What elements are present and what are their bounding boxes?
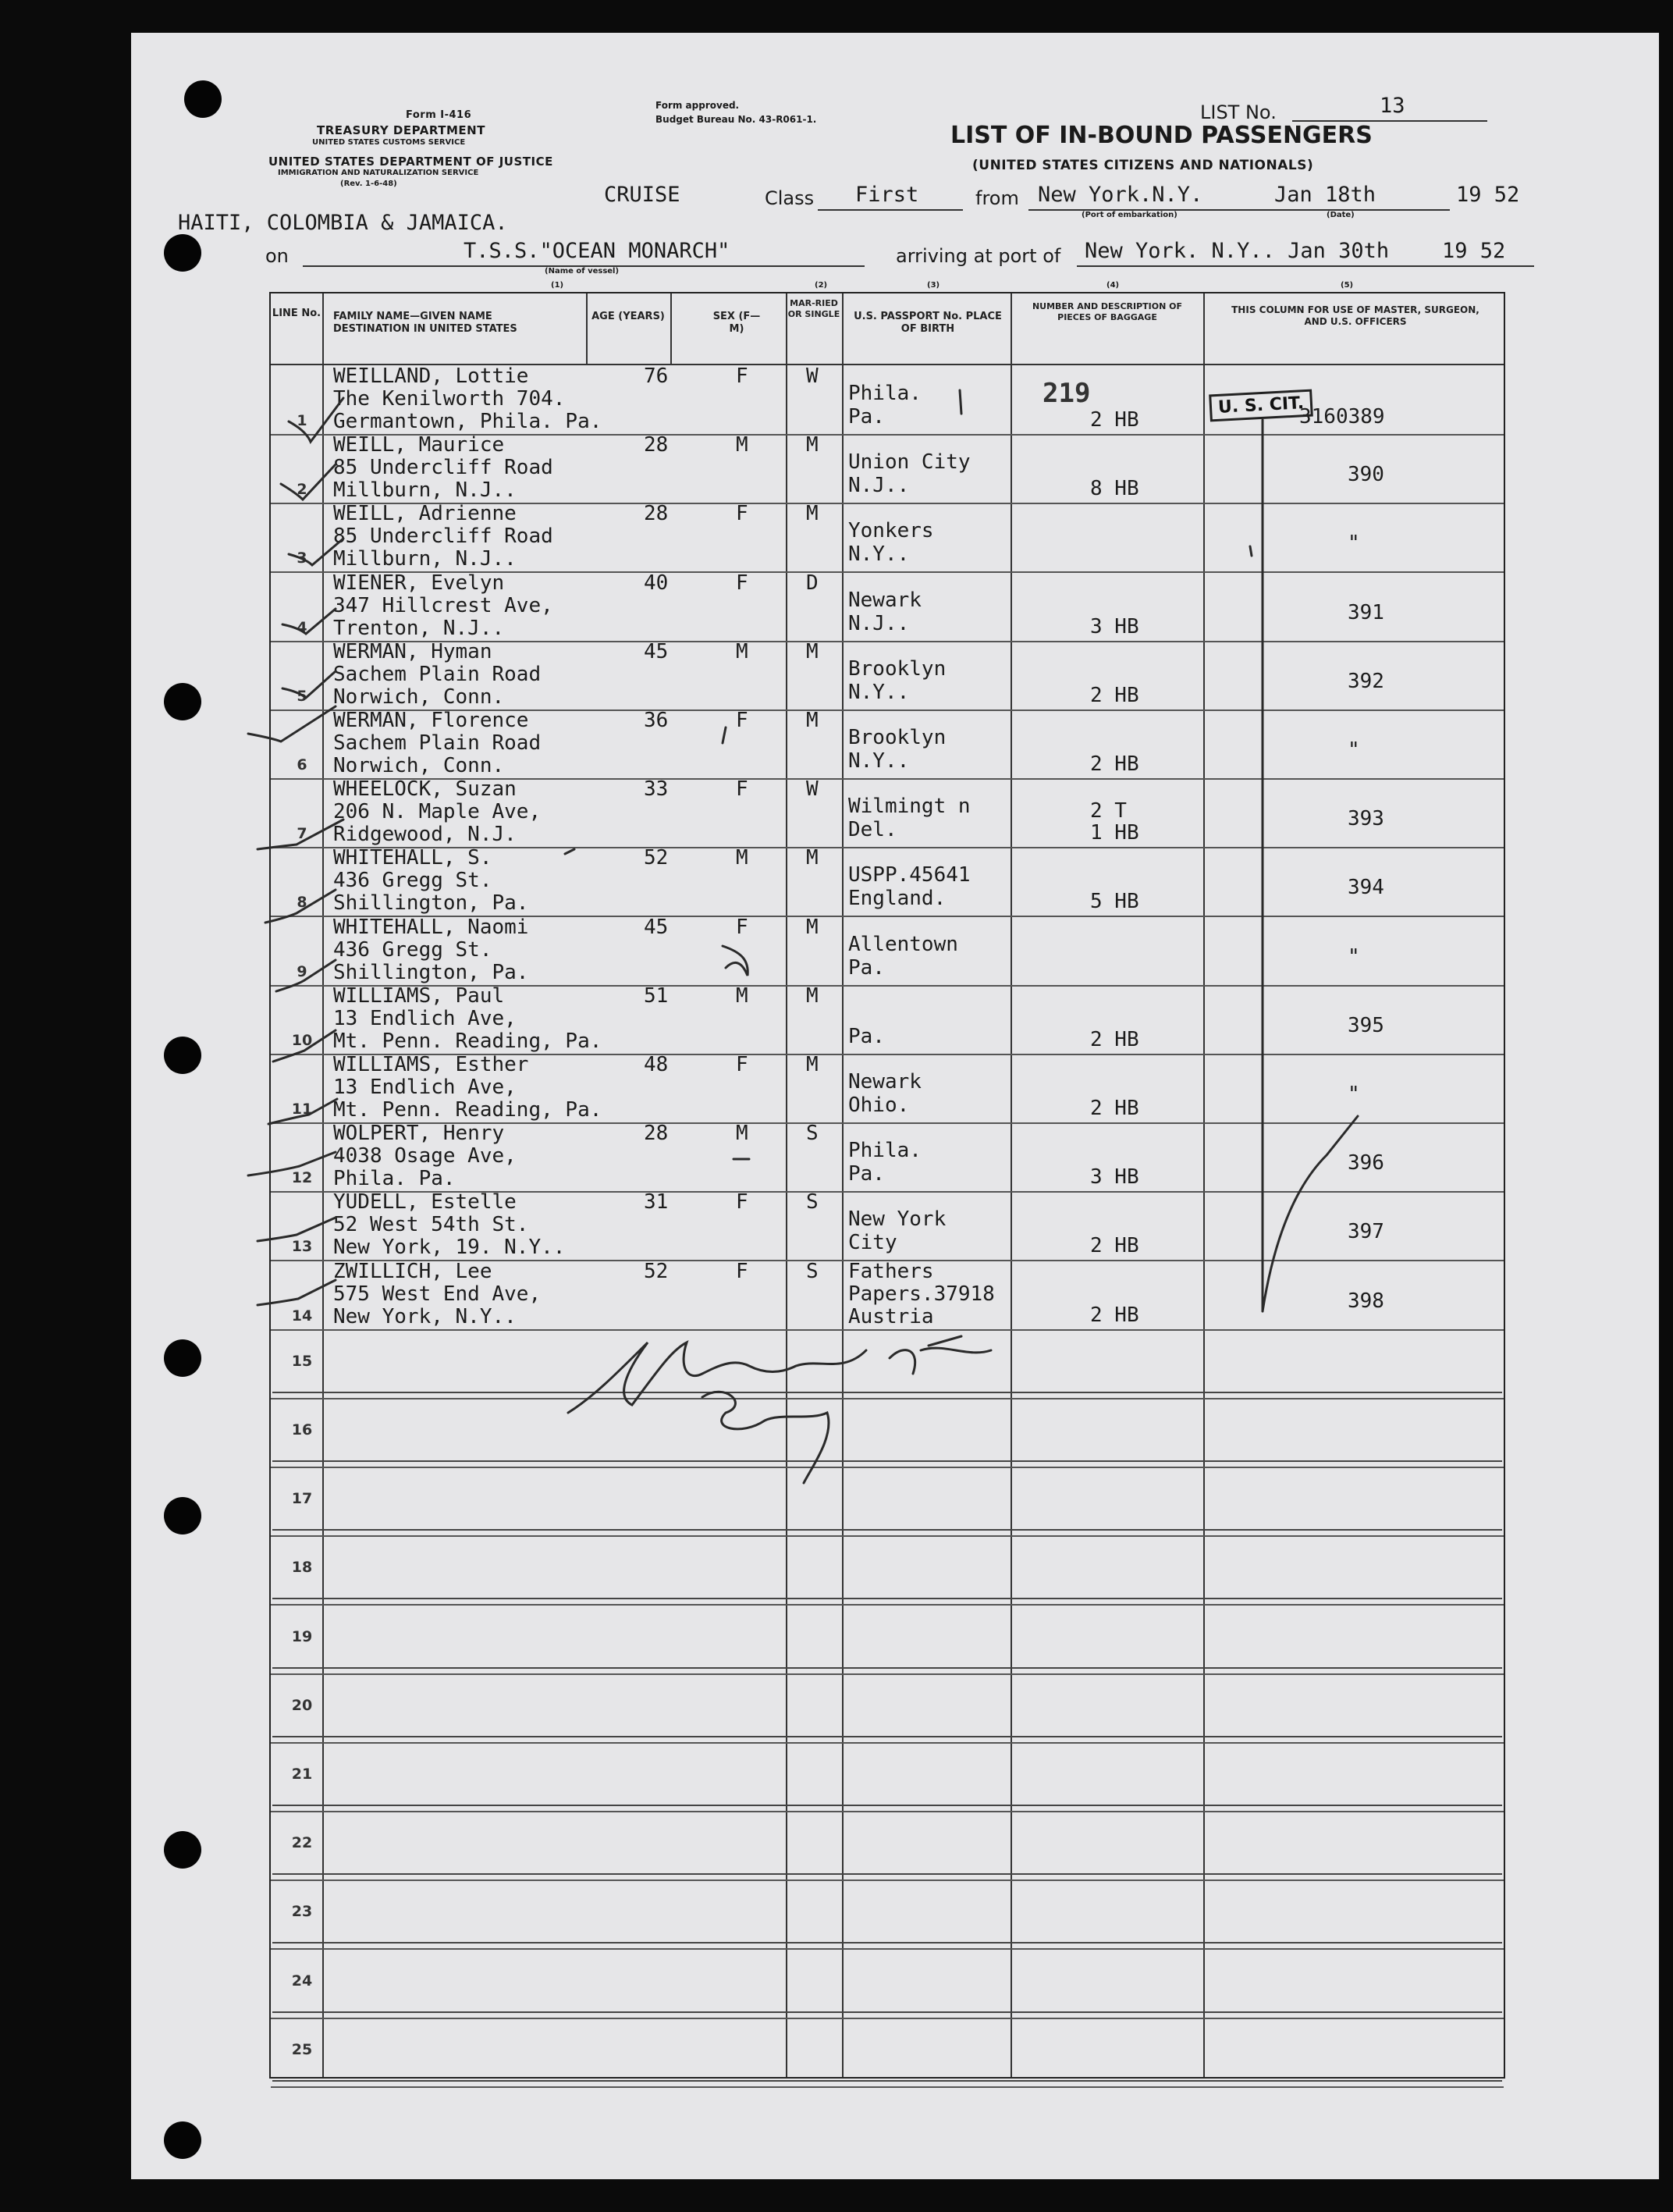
binder-hole [164, 1037, 201, 1074]
col-passport: U.S. PASSPORT No. PLACE OF BIRTH [854, 311, 1002, 335]
line-number: 13 [291, 1238, 313, 1256]
col-married: MAR-RIED OR SINGLE [787, 298, 840, 319]
birth-line-1: Wilmingt n [848, 795, 971, 819]
line-number: 16 [291, 1421, 313, 1439]
baggage-line-1: 2 T [1090, 799, 1127, 823]
cruise-label: CRUISE [604, 183, 680, 207]
line-number: 15 [291, 1352, 313, 1370]
address-line-1: 52 West 54th St. [333, 1213, 529, 1237]
line-number: 2 [297, 481, 307, 499]
baggage-line-2: 2 HB [1090, 408, 1139, 432]
line-number: 14 [291, 1307, 313, 1325]
embark-year: 19 52 [1456, 183, 1520, 207]
sex: M [736, 433, 748, 457]
col-baggage: NUMBER AND DESCRIPTION OF PIECES OF BAGGAGE [1032, 301, 1183, 322]
form-revision: (Rev. 1-6-48) [340, 180, 397, 188]
line-number: 11 [291, 1101, 313, 1118]
birth-line-2: N.Y.. [848, 680, 910, 704]
passenger-name: WEILL, Maurice [333, 433, 505, 457]
birth-line-1: Allentown [848, 932, 958, 956]
marital-status: M [806, 915, 819, 939]
birth-line-2: N.Y.. [848, 542, 910, 567]
passenger-name: WHEELOCK, Suzan [333, 777, 517, 802]
birth-line-2: Pa. [848, 955, 885, 980]
birth-line-1: Newark [848, 1070, 922, 1094]
baggage-line-2: 2 HB [1090, 1303, 1139, 1327]
baggage-line-2: 5 HB [1090, 890, 1139, 914]
baggage-line-2: 3 HB [1090, 614, 1139, 638]
address-line-1: 575 West End Ave, [333, 1282, 542, 1306]
line-number: 22 [291, 1834, 313, 1852]
age: 31 [644, 1190, 669, 1214]
birth-line-1: Brooklyn [848, 726, 947, 749]
us-citizen-stamp: U. S. CIT. [1209, 389, 1313, 422]
birth-line-2: Papers.37918 [848, 1282, 995, 1306]
address-line-2: Shillington, Pa. [333, 960, 529, 984]
sex: F [736, 915, 748, 939]
passenger-name: WHITEHALL, S. [333, 846, 492, 870]
age: 45 [644, 639, 669, 663]
birth-line-1: Newark [848, 588, 922, 612]
address-line-1: 85 Undercliff Road [333, 525, 553, 549]
officer-number: 3160389 [1299, 405, 1385, 429]
marital-status: M [806, 639, 819, 663]
birth-line-1: Phila. [848, 382, 922, 405]
vessel-name: T.S.S."OCEAN MONARCH" [464, 239, 730, 263]
binder-hole [164, 234, 201, 272]
col-line: LINE No. [272, 308, 321, 319]
line-number: 20 [291, 1696, 313, 1714]
col-num-2: (2) [815, 281, 828, 290]
birth-line-1: Fathers [848, 1259, 934, 1283]
sex: F [736, 502, 748, 526]
officer-number: " [1348, 1083, 1360, 1106]
sex: F [736, 571, 748, 595]
line-number: 18 [291, 1559, 313, 1577]
address-line-1: Sachem Plain Road [333, 662, 542, 686]
birth-line-1: Phila. [848, 1139, 922, 1163]
baggage-line-2: 1 HB [1090, 821, 1139, 845]
address-line-2: Millburn, N.J.. [333, 547, 517, 571]
col-officers: THIS COLUMN FOR USE OF MASTER, SURGEON, AND U.S. OFFICERS [1231, 304, 1479, 327]
binder-hole [164, 1497, 201, 1535]
passenger-name: WILLIAMS, Paul [333, 983, 505, 1008]
col-num-3: (3) [927, 281, 940, 290]
age: 52 [644, 1259, 669, 1283]
immigration-service: IMMIGRATION AND NATURALIZATION SERVICE [278, 169, 479, 177]
birth-line-2: Pa. [848, 405, 885, 429]
arrival-port-date: New York. N.Y.. Jan 30th [1085, 239, 1390, 263]
sex: M [736, 1122, 748, 1146]
age: 76 [644, 365, 669, 388]
line-number: 3 [297, 549, 307, 567]
age: 51 [644, 983, 669, 1008]
passenger-name: WIENER, Evelyn [333, 571, 505, 595]
line-number: 24 [291, 1972, 313, 1990]
baggage-line-2: 8 HB [1090, 477, 1139, 501]
page-subtitle: (UNITED STATES CITIZENS AND NATIONALS) [972, 158, 1314, 173]
line-number: 17 [291, 1490, 313, 1508]
birth-line-3: Austria [848, 1304, 934, 1328]
age: 40 [644, 571, 669, 595]
address-line-1: 85 Undercliff Road [333, 456, 553, 480]
birth-line-2: Pa. [848, 1162, 885, 1186]
officer-number: " [1348, 532, 1360, 556]
birth-line-2: England. [848, 887, 947, 911]
passenger-name: WERMAN, Florence [333, 709, 529, 732]
col-num-1: (1) [551, 281, 564, 290]
sex: M [736, 983, 748, 1008]
birth-line-2: Ohio. [848, 1094, 910, 1117]
vessel-caption: (Name of vessel) [545, 267, 620, 276]
line-number: 4 [297, 618, 307, 636]
birth-line-1: Yonkers [848, 519, 934, 543]
marital-status: S [806, 1190, 819, 1214]
officer-number: 394 [1348, 876, 1384, 900]
baggage-line-2: 2 HB [1090, 1234, 1139, 1258]
officer-number: 391 [1348, 600, 1384, 624]
address-line-1: 436 Gregg St. [333, 869, 492, 893]
address-line-2: Mt. Penn. Reading, Pa. [333, 1098, 602, 1122]
embark-caption: (Port of embarkation) [1082, 211, 1177, 219]
col-sex: SEX (F—M) [712, 311, 761, 335]
line-number: 25 [291, 2040, 313, 2058]
customs-service: UNITED STATES CUSTOMS SERVICE [312, 138, 466, 147]
officer-number: 390 [1348, 463, 1384, 487]
embark-date: Jan 18th [1274, 183, 1376, 207]
address-line-2: Trenton, N.J.. [333, 616, 505, 640]
address-line-2: Norwich, Conn. [333, 685, 505, 709]
address-line-2: Shillington, Pa. [333, 891, 529, 916]
passenger-name: WERMAN, Hyman [333, 639, 492, 663]
sex: M [736, 846, 748, 870]
address-line-1: Sachem Plain Road [333, 731, 542, 755]
line-number: 1 [297, 412, 307, 429]
from-label: from [975, 187, 1019, 209]
list-no-label: LIST No. [1200, 101, 1277, 123]
baggage-line-2: 2 HB [1090, 1027, 1139, 1051]
address-line-2: Mt. Penn. Reading, Pa. [333, 1029, 602, 1053]
officer-number: 396 [1348, 1151, 1384, 1175]
class-value: First [855, 183, 919, 207]
sex: F [736, 365, 748, 388]
passenger-name: WHITEHALL, Naomi [333, 915, 529, 939]
form-approved: Form approved. [655, 100, 740, 111]
passenger-name: ZWILLICH, Lee [333, 1259, 492, 1283]
embark-port: New York.N.Y. [1038, 183, 1203, 207]
birth-line-2: Pa. [848, 1024, 885, 1048]
baggage-line-2: 2 HB [1090, 752, 1139, 776]
officer-number: 392 [1348, 669, 1384, 693]
birth-line-2: Del. [848, 818, 897, 842]
passenger-name: WEILLAND, Lottie [333, 365, 529, 388]
col-num-4: (4) [1106, 281, 1120, 290]
passenger-name: WEILL, Adrienne [333, 502, 517, 526]
address-line-1: 206 N. Maple Ave, [333, 800, 542, 824]
birth-line-1: USPP.45641 [848, 863, 971, 887]
col-num-5: (5) [1341, 281, 1354, 290]
class-label: Class [765, 187, 815, 209]
line-number: 10 [291, 1031, 313, 1049]
birth-line-1: Brooklyn [848, 656, 947, 681]
baggage-note: 219 [1043, 378, 1091, 409]
address-line-1: 347 Hillcrest Ave, [333, 593, 553, 617]
sex: F [736, 1190, 748, 1214]
marital-status: W [806, 777, 819, 802]
age: 45 [644, 915, 669, 939]
age: 28 [644, 502, 669, 526]
address-line-1: 436 Gregg St. [333, 937, 492, 962]
sex: F [736, 1259, 748, 1283]
col-age: AGE (YEARS) [591, 311, 665, 322]
age: 33 [644, 777, 669, 802]
marital-status: M [806, 846, 819, 870]
marital-status: M [806, 433, 819, 457]
officer-number: " [1348, 738, 1360, 762]
treasury-dept: TREASURY DEPARTMENT [317, 123, 485, 137]
budget-bureau: Budget Bureau No. 43-R061-1. [655, 114, 817, 125]
age: 28 [644, 1122, 669, 1146]
binder-hole [164, 683, 201, 720]
address-line-2: New York, N.Y.. [333, 1304, 517, 1328]
marital-status: D [806, 571, 819, 595]
birth-line-2: City [848, 1231, 897, 1255]
binder-hole [164, 2121, 201, 2159]
marital-status: M [806, 983, 819, 1008]
baggage-line-2: 2 HB [1090, 683, 1139, 707]
binder-hole [164, 1831, 201, 1869]
address-line-1: 13 Endlich Ave, [333, 1006, 517, 1030]
officer-number: 398 [1348, 1289, 1384, 1313]
line-number: 19 [291, 1627, 313, 1645]
birth-line-1: Union City [848, 450, 971, 475]
birth-line-2: N.J.. [848, 474, 910, 498]
officer-number: 395 [1348, 1013, 1384, 1037]
age: 36 [644, 709, 669, 732]
address-line-2: Ridgewood, N.J. [333, 823, 517, 847]
birth-line-1: New York [848, 1207, 947, 1232]
birth-line-2: N.Y.. [848, 749, 910, 773]
line-number: 23 [291, 1903, 313, 1921]
binder-hole [184, 80, 222, 118]
marital-status: M [806, 1053, 819, 1076]
date-caption: (Date) [1327, 211, 1355, 219]
line-number: 21 [291, 1766, 313, 1783]
sex: F [736, 1053, 748, 1076]
line-number: 9 [297, 962, 307, 980]
address-line-2: New York, 19. N.Y.. [333, 1236, 566, 1260]
page-title: LIST OF IN-BOUND PASSENGERS [950, 122, 1373, 149]
marital-status: M [806, 502, 819, 526]
baggage-line-2: 3 HB [1090, 1165, 1139, 1190]
line-number: 6 [297, 756, 307, 773]
passenger-name: WOLPERT, Henry [333, 1122, 505, 1146]
officer-number: 397 [1348, 1220, 1384, 1244]
justice-dept: UNITED STATES DEPARTMENT OF JUSTICE [268, 155, 553, 169]
age: 48 [644, 1053, 669, 1076]
passenger-name: YUDELL, Estelle [333, 1190, 517, 1214]
age: 52 [644, 846, 669, 870]
binder-hole [164, 1339, 201, 1377]
address-line-2: Phila. Pa. [333, 1167, 456, 1191]
address-line-2: Norwich, Conn. [333, 754, 505, 777]
passenger-name: WILLIAMS, Esther [333, 1053, 529, 1076]
sex: M [736, 639, 748, 663]
form-number: Form I-416 [406, 109, 472, 121]
marital-status: M [806, 709, 819, 732]
arrival-year: 19 52 [1442, 239, 1506, 263]
marital-status: S [806, 1259, 819, 1283]
line-number: 8 [297, 894, 307, 912]
birth-line-2: N.J.. [848, 611, 910, 635]
age: 28 [644, 433, 669, 457]
marital-status: W [806, 365, 819, 388]
sex: F [736, 709, 748, 732]
baggage-line-2: 2 HB [1090, 1097, 1139, 1120]
sex: F [736, 777, 748, 802]
col-name: FAMILY NAME—GIVEN NAME DESTINATION IN UNITED STATES [333, 311, 517, 335]
officer-number: 393 [1348, 807, 1384, 831]
address-line-2: Germantown, Phila. Pa. [333, 410, 602, 433]
list-no-value: 13 [1380, 94, 1405, 118]
line-number: 7 [297, 825, 307, 843]
address-line-1: 4038 Osage Ave, [333, 1144, 517, 1168]
cruise-destinations: HAITI, COLOMBIA & JAMAICA. [178, 211, 508, 235]
on-label: on [265, 245, 289, 267]
line-number: 5 [297, 687, 307, 705]
address-line-1: 13 Endlich Ave, [333, 1076, 517, 1099]
address-line-1: The Kenilworth 704. [333, 387, 566, 411]
arriving-label: arriving at port of [896, 245, 1061, 267]
officer-number: " [1348, 944, 1360, 969]
marital-status: S [806, 1122, 819, 1146]
line-number: 12 [291, 1169, 313, 1187]
address-line-2: Millburn, N.J.. [333, 478, 517, 503]
